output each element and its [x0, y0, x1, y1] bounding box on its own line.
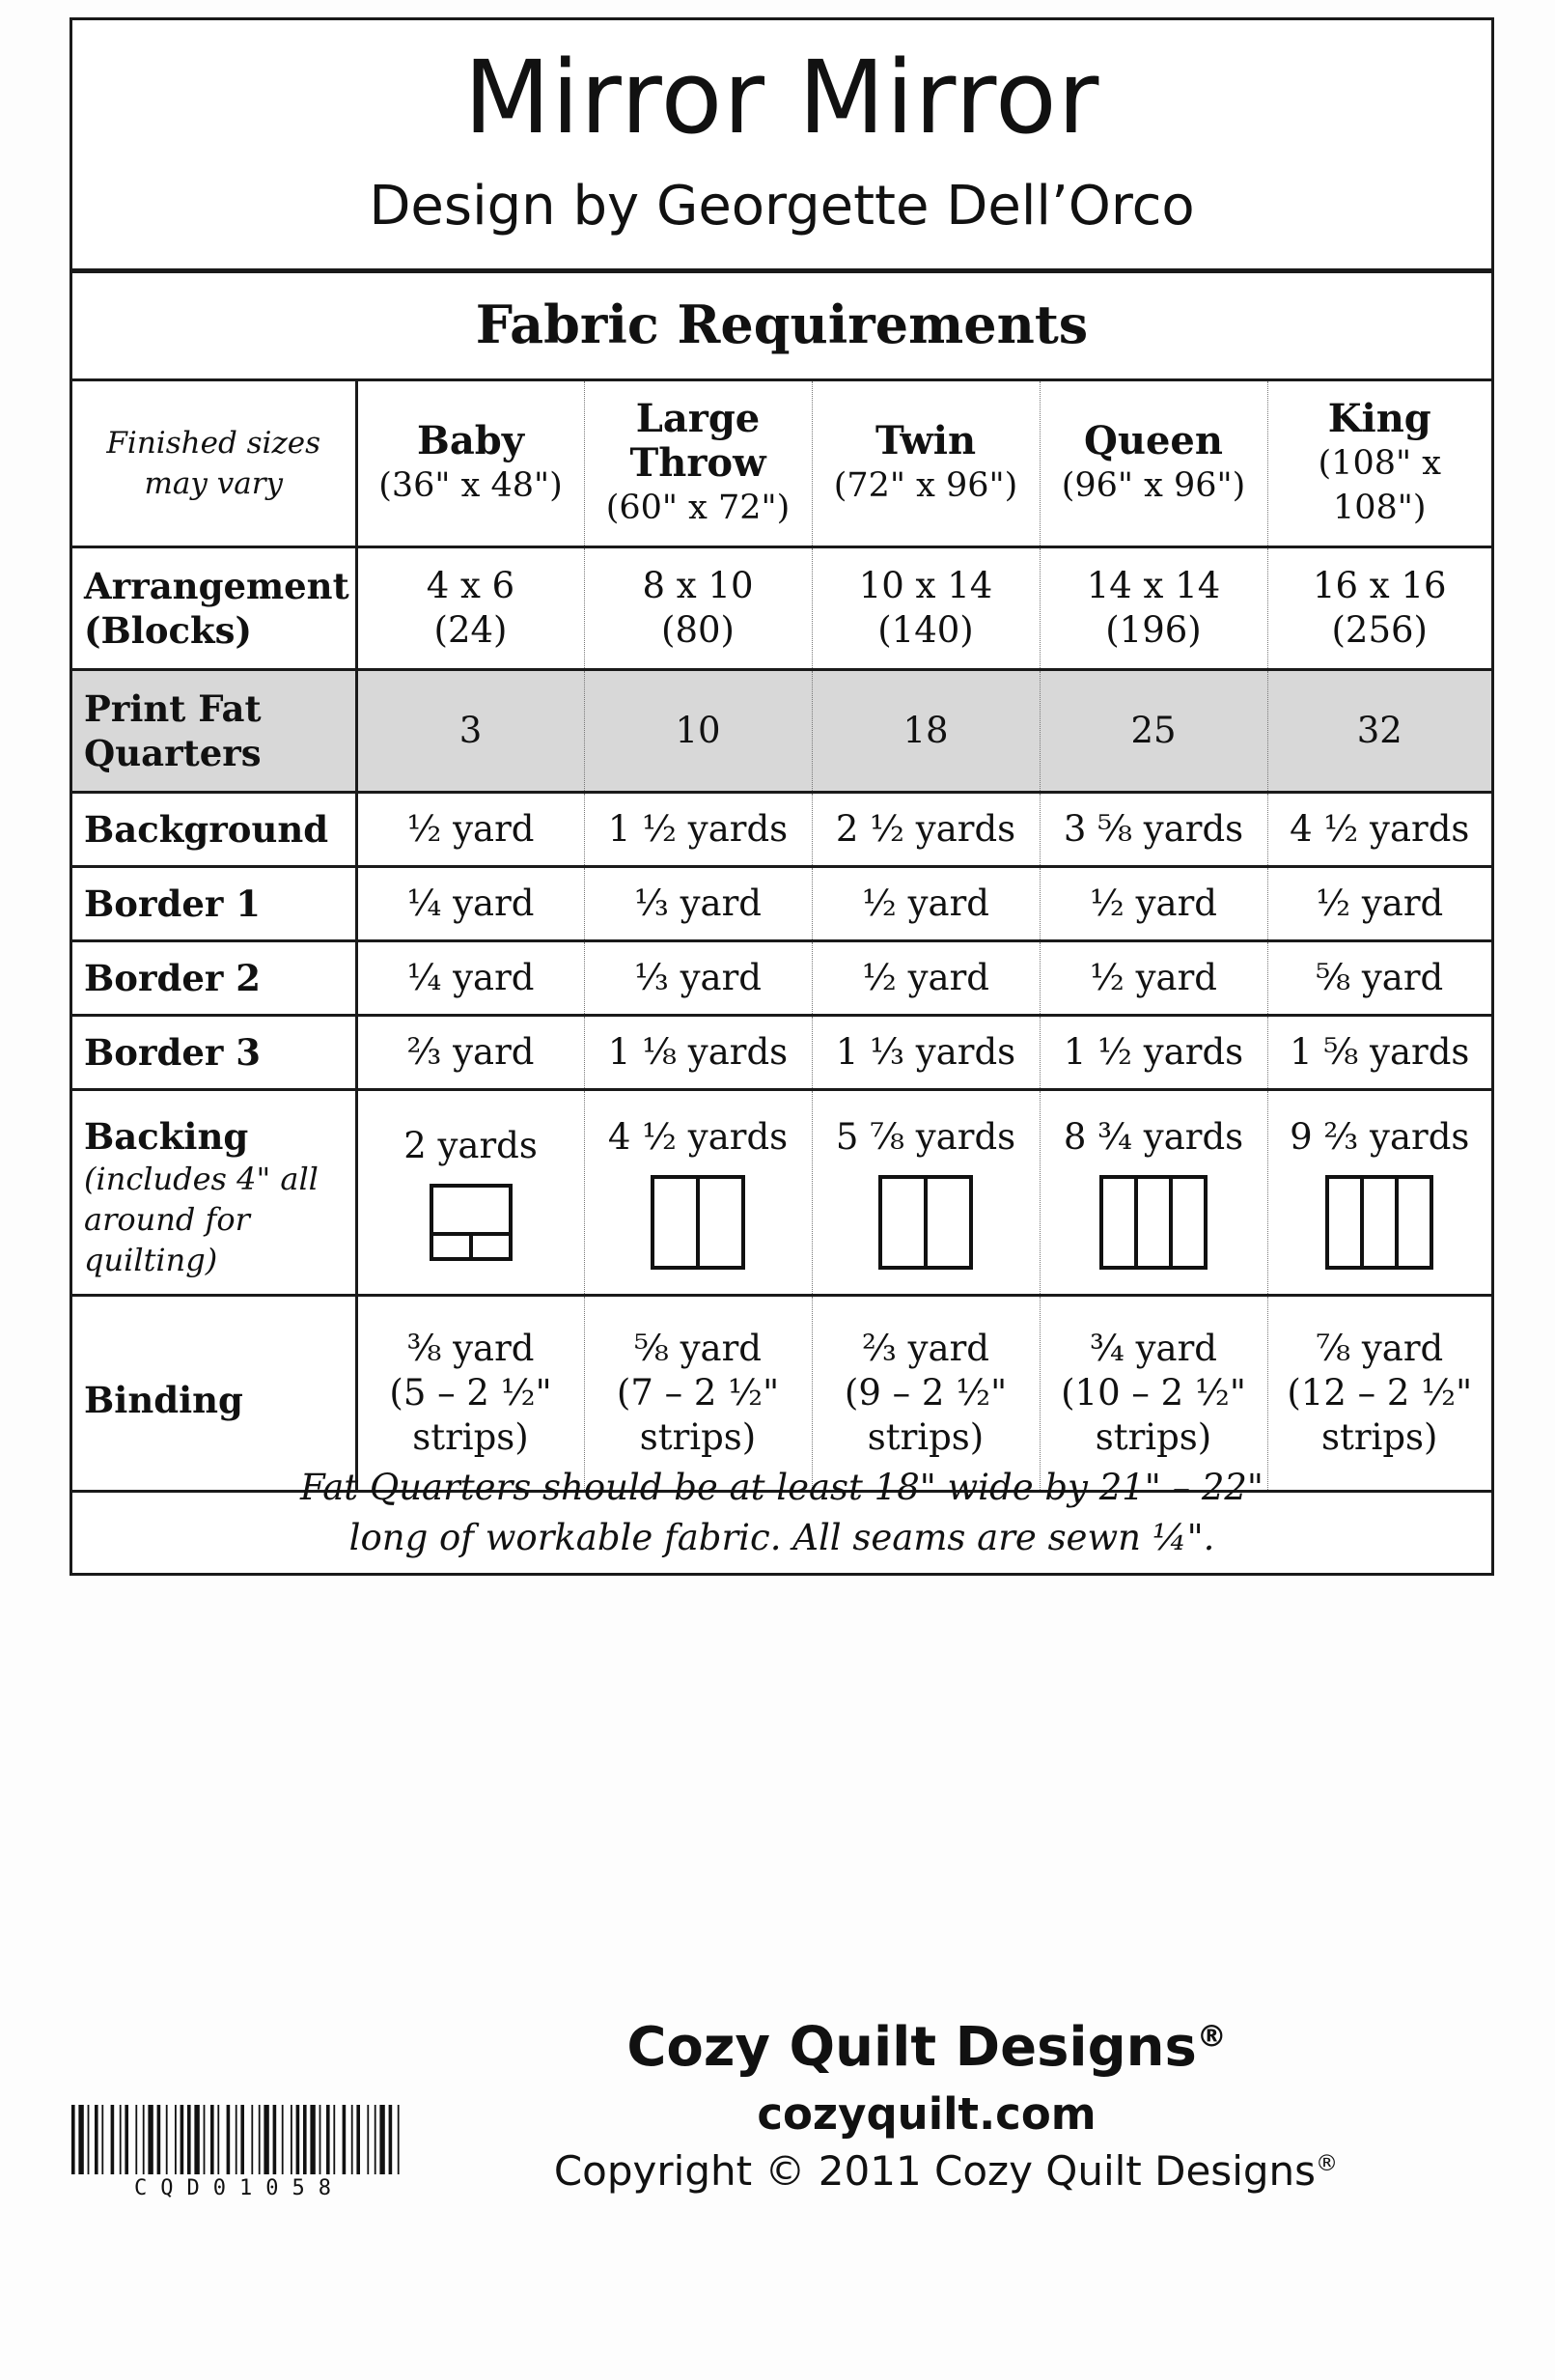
fat-quarter-footnote	[72, 1463, 1491, 1563]
cell-line: (196)	[1105, 609, 1202, 651]
row-label-cell	[72, 1090, 356, 1296]
table-cell: 10	[584, 670, 812, 793]
cell-line: ⅞ yard	[1316, 1328, 1444, 1369]
cell-line: (12 – 2 ½"	[1287, 1372, 1473, 1414]
table-cell: ⅔ yard	[356, 1016, 584, 1090]
barcode-number: CQD01058	[134, 2176, 345, 2200]
size-header	[1040, 381, 1267, 547]
size-dimensions: (108" x 108")	[1318, 444, 1441, 527]
brand-name: Cozy Quilt Designs®	[626, 2016, 1227, 2079]
table-cell	[1040, 547, 1267, 670]
row-label-cell	[72, 941, 356, 1016]
size-dimensions: (96" x 96")	[1061, 466, 1246, 505]
cell-line: (10 – 2 ½"	[1061, 1372, 1246, 1414]
fabric-requirements-card	[69, 17, 1494, 1576]
table-cell: 2 ½ yards	[812, 793, 1040, 867]
brand-website: cozyquilt.com	[757, 2088, 1097, 2140]
table-cell: ½ yard	[1040, 941, 1267, 1016]
row-label: Print Fat Quarters	[84, 687, 262, 774]
backing-layout-diagram	[1325, 1175, 1433, 1270]
table-cell: ⅓ yard	[584, 941, 812, 1016]
table-cell: ⅓ yard	[584, 867, 812, 941]
footnote-line: Fat Quarters should be at least 18" wide by 21" – 22"	[300, 1467, 1263, 1508]
cell-line: strips)	[867, 1416, 985, 1458]
table-cell	[356, 547, 584, 670]
cell-line: strips)	[639, 1416, 757, 1458]
table-cell: ½ yard	[356, 793, 584, 867]
cell-value: 2 yards	[403, 1125, 538, 1166]
size-header	[812, 381, 1040, 547]
cell-line: 4 x 6	[426, 565, 515, 606]
size-name: Twin	[875, 418, 977, 463]
table-cell: 32	[1267, 670, 1491, 793]
size-name: Baby	[417, 418, 524, 463]
row-label-cell	[72, 670, 356, 793]
cell-line: (5 – 2 ½"	[389, 1372, 552, 1414]
table-cell: ⅝ yard	[1267, 941, 1491, 1016]
row-label-cell	[72, 793, 356, 867]
row-label: Border 1	[84, 882, 261, 925]
row-label: Border 2	[84, 957, 261, 999]
cell-line: (256)	[1331, 609, 1428, 651]
table-cell: ½ yard	[1040, 867, 1267, 941]
table-cell: ¼ yard	[356, 941, 584, 1016]
table-cell	[1267, 547, 1491, 670]
cell-line: (24)	[433, 609, 508, 651]
cell-line: (80)	[661, 609, 735, 651]
designer-byline: Design by Georgette Dell’Orco	[369, 175, 1195, 238]
cell-line: 8 x 10	[642, 565, 754, 606]
table-cell: 1 ⅓ yards	[812, 1016, 1040, 1090]
row-label: Arrangement (Blocks)	[84, 565, 349, 652]
backing-layout-diagram	[1099, 1175, 1208, 1270]
size-name: King	[1327, 396, 1431, 441]
table-cell	[356, 1090, 584, 1296]
row-label-cell	[72, 547, 356, 670]
cell-line: 14 x 14	[1086, 565, 1221, 606]
row-label: Binding	[84, 1379, 243, 1421]
arrangement-row	[72, 547, 1491, 670]
cell-line: ¾ yard	[1090, 1328, 1217, 1369]
cell-value: 9 ⅔ yards	[1290, 1116, 1470, 1158]
table-cell	[584, 547, 812, 670]
table-cell: ½ yard	[812, 867, 1040, 941]
table-cell: 3	[356, 670, 584, 793]
table-cell	[584, 1090, 812, 1296]
cell-line: strips)	[412, 1416, 529, 1458]
size-header-row	[72, 381, 1491, 547]
table-cell: ½ yard	[812, 941, 1040, 1016]
footnote-line: long of workable fabric. All seams are sewn ¼".	[348, 1517, 1215, 1558]
background-row	[72, 793, 1491, 867]
table-cell: 1 ⅝ yards	[1267, 1016, 1491, 1090]
corner-cell	[72, 381, 356, 547]
backing-layout-diagram	[430, 1184, 513, 1261]
cell-line: (140)	[877, 609, 974, 651]
table-cell: 4 ½ yards	[1267, 793, 1491, 867]
table-cell: 1 ⅛ yards	[584, 1016, 812, 1090]
cell-line: (7 – 2 ½"	[616, 1372, 780, 1414]
cell-value: 8 ¾ yards	[1063, 1116, 1244, 1158]
table-cell: ¼ yard	[356, 867, 584, 941]
table-cell	[812, 1090, 1040, 1296]
cell-line: 10 x 14	[858, 565, 993, 606]
cell-line: ⅔ yard	[862, 1328, 989, 1369]
backing-layout-diagram	[651, 1175, 745, 1270]
requirements-table	[72, 381, 1491, 1493]
size-dimensions: (60" x 72")	[605, 489, 791, 527]
cell-line: (9 – 2 ½"	[844, 1372, 1008, 1414]
border1-row	[72, 867, 1491, 941]
cell-line: 16 x 16	[1312, 565, 1447, 606]
cell-value: 4 ½ yards	[607, 1116, 789, 1158]
size-name: Large Throw	[629, 396, 766, 486]
size-name: Queen	[1084, 418, 1223, 463]
row-label: Backing	[84, 1115, 249, 1158]
border2-row	[72, 941, 1491, 1016]
cell-line: ⅝ yard	[634, 1328, 762, 1369]
table-cell: 25	[1040, 670, 1267, 793]
backing-note: (includes 4" all around for quilting)	[84, 1161, 319, 1278]
row-label: Border 3	[84, 1031, 261, 1074]
section-heading: Fabric Requirements	[72, 273, 1491, 381]
table-cell: 1 ½ yards	[1040, 1016, 1267, 1090]
row-label-cell	[72, 1016, 356, 1090]
table-cell: 18	[812, 670, 1040, 793]
print-fat-quarters-row	[72, 670, 1491, 793]
cell-line: ⅜ yard	[406, 1328, 535, 1369]
table-cell	[1040, 1090, 1267, 1296]
size-header	[1267, 381, 1491, 547]
copyright-notice: Copyright © 2011 Cozy Quilt Designs®	[553, 2147, 1339, 2195]
cell-line: strips)	[1095, 1416, 1212, 1458]
row-label: Background	[84, 808, 329, 851]
row-label-cell	[72, 867, 356, 941]
border3-row	[72, 1016, 1491, 1090]
backing-layout-diagram	[878, 1175, 973, 1270]
table-cell	[1267, 1090, 1491, 1296]
size-dimensions: (36" x 48")	[378, 466, 563, 505]
finished-sizes-note: Finished sizes may vary	[106, 426, 321, 501]
cell-value: 5 ⅞ yards	[835, 1116, 1016, 1158]
title-block	[72, 20, 1491, 273]
size-dimensions: (72" x 96")	[833, 466, 1018, 505]
barcode-image	[69, 2105, 409, 2186]
backing-row	[72, 1090, 1491, 1296]
table-cell: 3 ⅝ yards	[1040, 793, 1267, 867]
size-header	[584, 381, 812, 547]
size-header	[356, 381, 584, 547]
table-cell: 1 ½ yards	[584, 793, 812, 867]
table-cell: ½ yard	[1267, 867, 1491, 941]
cell-line: strips)	[1321, 1416, 1438, 1458]
table-cell	[812, 547, 1040, 670]
pattern-title: Mirror Mirror	[463, 39, 1100, 156]
